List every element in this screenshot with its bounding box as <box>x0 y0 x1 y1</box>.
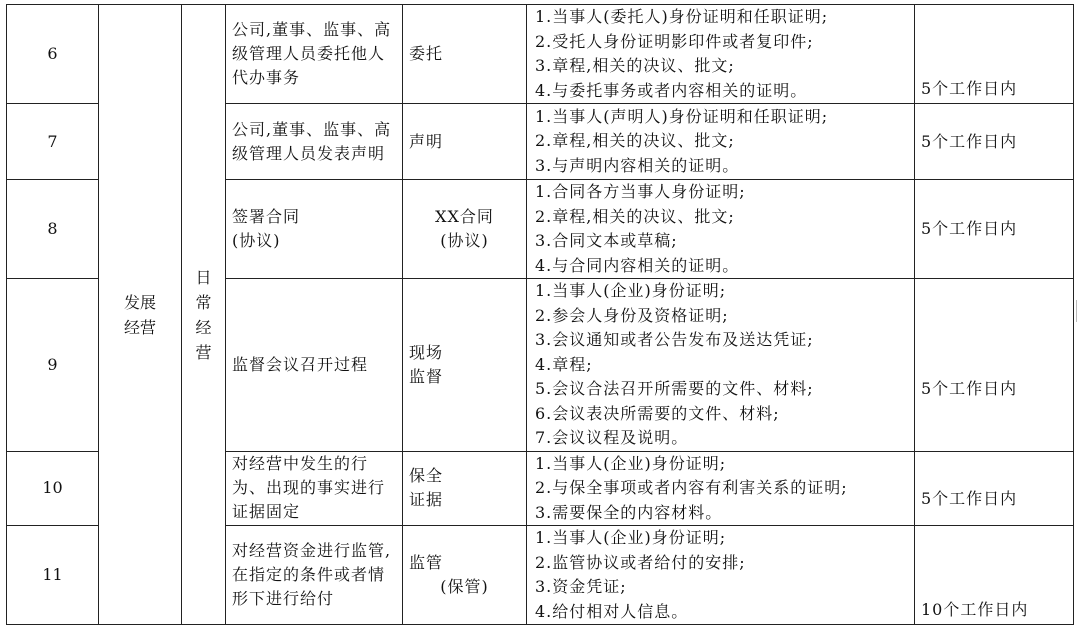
row-number: 6 <box>7 5 99 104</box>
doc-line: XX合同 <box>435 207 494 226</box>
materials-cell <box>527 5 915 104</box>
materials-cell <box>527 526 915 625</box>
materials-cell <box>527 451 915 526</box>
subcategory-cell <box>182 5 226 625</box>
material-item: 3.章程,相关的决议、批文; <box>535 56 735 75</box>
doc-line: (保管) <box>440 577 489 596</box>
doc-line: (协议) <box>440 231 489 250</box>
material-item: 4.给付相对人信息。 <box>535 601 689 621</box>
materials-cell <box>527 279 915 452</box>
item-cell: 对经营中发生的行为、出现的事实进行证据固定 <box>226 451 403 526</box>
item-line: (协议) <box>232 231 281 250</box>
row-number: 11 <box>7 526 99 625</box>
material-item: 1.当事人(企业)身份证明; <box>535 281 727 300</box>
item-cell <box>226 180 403 279</box>
material-item: 6.会议表决所需要的文件、材料; <box>535 403 780 423</box>
material-item: 4.与合同内容相关的证明。 <box>535 255 740 275</box>
row-number: 10 <box>7 451 99 526</box>
material-item: 2.章程,相关的决议、批文; <box>535 206 735 226</box>
doc-type-cell: 声明 <box>403 104 527 180</box>
material-item: 1.当事人(声明人)身份证明和任职证明; <box>535 106 829 126</box>
material-item: 2.参会人身份及资格证明; <box>535 305 729 325</box>
doc-type-cell <box>403 451 527 526</box>
time-limit-cell: 5个工作日内 <box>915 180 1074 279</box>
doc-line: 证据 <box>409 490 444 510</box>
material-item: 4.与委托事务或者内容相关的证明。 <box>535 80 808 100</box>
material-item: 2.受托人身份证明影印件或者复印件; <box>535 31 814 51</box>
material-item: 1.当事人(企业)身份证明; <box>535 453 727 473</box>
material-item: 2.章程,相关的决议、批文; <box>535 131 735 151</box>
material-item: 4.章程; <box>535 354 593 374</box>
item-cell: 监督会议召开过程 <box>226 279 403 452</box>
material-item: 3.需要保全的内容材料。 <box>535 502 723 522</box>
subcategory-label: 日常经营 <box>195 267 212 362</box>
doc-line: 现场 <box>409 342 444 362</box>
row-number: 8 <box>7 180 99 279</box>
materials-cell <box>527 180 915 279</box>
material-item: 1.当事人(委托人)身份证明和任职证明; <box>535 7 829 26</box>
doc-type-cell <box>403 180 527 279</box>
doc-type-cell <box>403 526 527 625</box>
time-limit-cell: 5个工作日内 <box>915 451 1074 526</box>
item-cell: 公司,董事、监事、高级管理人员发表声明 <box>226 104 403 180</box>
time-limit-cell: 5个工作日内 <box>915 104 1074 180</box>
material-item: 1.合同各方当事人身份证明; <box>535 182 746 201</box>
time-limit-cell: 5个工作日内 <box>915 5 1074 104</box>
doc-type-cell <box>403 279 527 452</box>
item-cell: 对经营资金进行监管,在指定的条件或者情形下进行给付 <box>226 526 403 625</box>
material-item: 1.当事人(企业)身份证明; <box>535 528 727 547</box>
doc-line: 保全 <box>409 466 444 486</box>
row-number: 7 <box>7 104 99 180</box>
time-limit-cell: 5个工作日内 <box>915 279 1074 452</box>
page-edge-marker <box>1076 300 1080 322</box>
category-label: 发展经营 <box>123 292 156 337</box>
doc-type-cell: 委托 <box>403 5 527 104</box>
item-cell: 公司,董事、监事、高级管理人员委托他人代办事务 <box>226 5 403 104</box>
material-item: 7.会议议程及说明。 <box>535 428 689 447</box>
row-number: 9 <box>7 279 99 452</box>
doc-line: 监管 <box>409 553 444 572</box>
material-item: 5.会议合法召开所需要的文件、材料; <box>535 379 814 398</box>
materials-cell <box>527 104 915 180</box>
time-limit-cell: 10个工作日内 <box>915 526 1074 625</box>
material-item: 3.资金凭证; <box>535 577 627 596</box>
material-item: 3.会议通知或者公告发布及送达凭证; <box>535 330 814 349</box>
material-item: 3.与声明内容相关的证明。 <box>535 155 740 175</box>
material-item: 3.合同文本或草稿; <box>535 231 678 250</box>
table-row <box>7 5 1074 104</box>
material-item: 2.与保全事项或者内容有利害关系的证明; <box>535 478 848 497</box>
doc-line: 监督 <box>409 366 444 386</box>
category-cell <box>99 5 182 625</box>
item-line: 签署合同 <box>232 207 301 226</box>
notary-services-table <box>6 4 1074 625</box>
material-item: 2.监管协议或者给付的安排; <box>535 552 746 572</box>
